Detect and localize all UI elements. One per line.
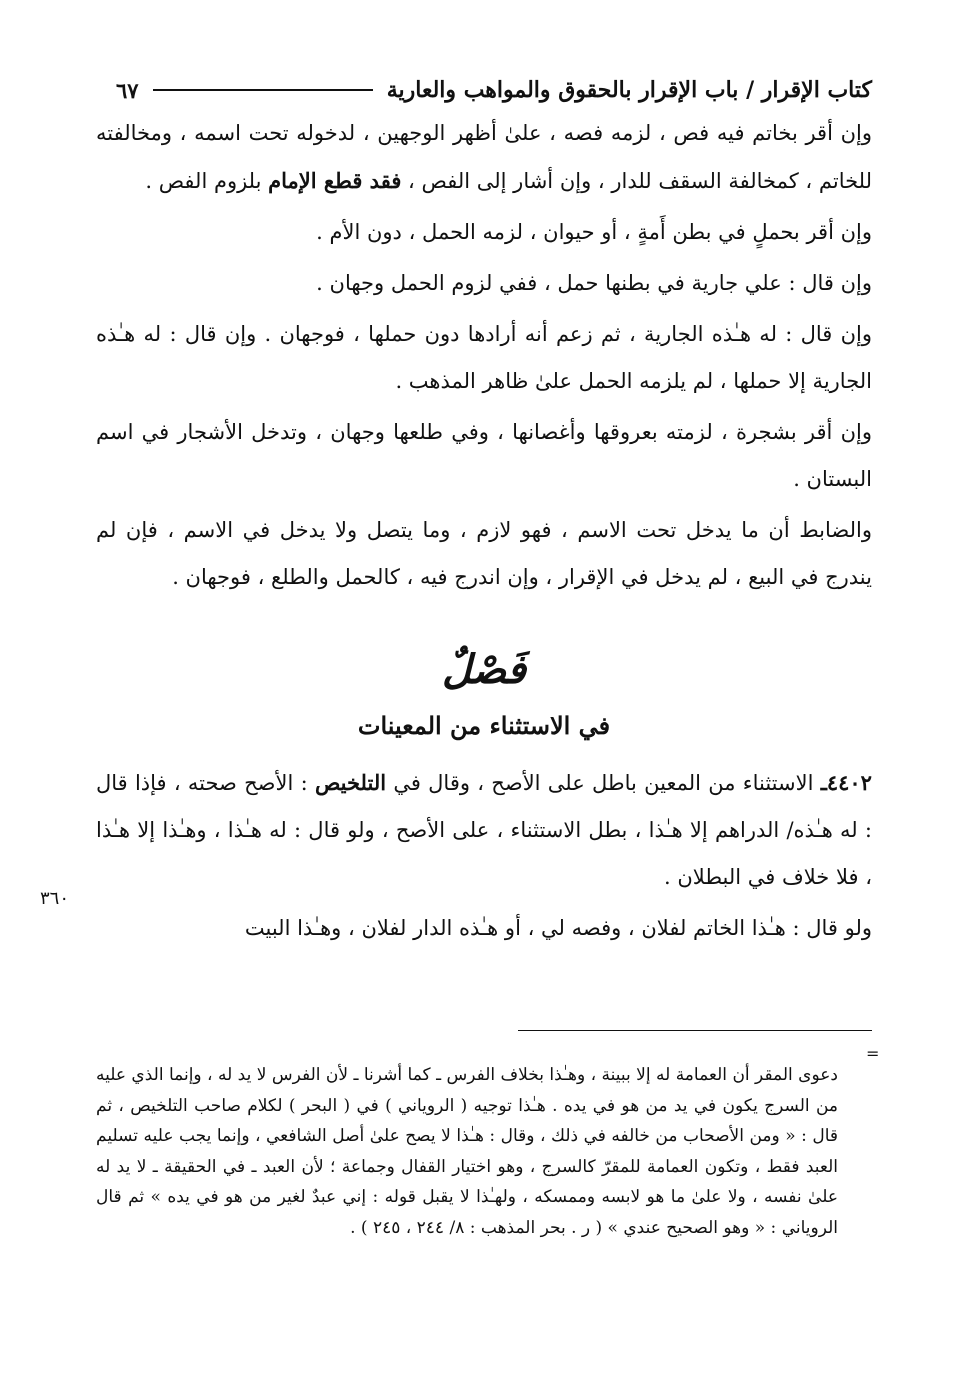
footnote-rule — [518, 1030, 872, 1031]
paragraph-4: وإن قال : له هـٰذه الجارية ، ثم زعم أنه أرادها دون حملها ، فوجهان . وإن قال : له هـٰذه الجارية إلا حملها ، لم يلزمه الحمل علىٰ ظاهر المذهب . — [96, 322, 872, 393]
paragraph-1: وإن أقر بخاتم فيه فص ، لزمه فصه ، علىٰ أظهر الوجهين ، لدخوله تحت اسمه ، ومخالفته للخاتم ، كمخالفة السقف للدار ، وإن أشار إلى الفص ، فقد قطع الإمام بلزوم الفص . — [96, 121, 872, 193]
running-header — [96, 70, 872, 110]
paragraph-2: وإن أقر بحملٍ في بطن أَمةٍ ، أو حيوان ، لزمه الحمل ، دون الأم . — [316, 220, 872, 244]
header-rule — [153, 89, 373, 91]
footnote — [96, 1060, 838, 1243]
paragraph-6: والضابط أن ما يدخل تحت الاسم ، فهو لازم ، وما يتصل ولا يدخل في الاسم ، فإن لم يندرج في البيع ، لم يدخل في الإقرار ، وإن اندرج فيه ، كالحمل والطلع ، فوجهان . — [96, 518, 872, 589]
section-title: في الاستثناء من المعينات — [357, 711, 611, 740]
bold-phrase: فقد قطع الإمام — [268, 168, 402, 193]
section-ornament: فَصْلٌ — [441, 646, 527, 693]
paragraph-last: ولو قال : هـٰذا الخاتم لفلان ، وفصه لي ، أو هـٰذه الدار لفلان ، وهـٰذا البيت — [244, 916, 872, 940]
header-title: كتاب الإقرار / باب الإقرار بالحقوق والمواهب والعارية — [386, 77, 872, 103]
paragraph-5: وإن أقر بشجرة ، لزمته بعروقها وأغصانها ، وفي طلعها وجهان ، وتدخل الأشجار في اسم البستان . — [96, 420, 872, 491]
page — [96, 70, 872, 952]
item-bold-source: التلخيص — [314, 770, 387, 795]
main-text — [96, 110, 872, 952]
paragraph-4402 — [96, 759, 872, 901]
item-text-a: الاستثناء من المعين باطل على الأصح ، وقال في — [393, 771, 814, 795]
footnote-text: دعوى المقر أن العمامة له إلا ببينة ، وهـٰذا بخلاف الفرس ـ كما أشرنا ـ لأن الفرس لا يد له ، وإنما الذي عليه من السرج يكون في يد من هو في يده . هـٰذا توجيه ( الروياني ) في ( البحر ) لكلام صاحب التلخيص ، ثم قال : « ومن الأصحاب من خالفه في ذلك ، وقال : هـٰذا لا يصح علىٰ أصل الشافعي ، وإنما يجب عليه تسليم العبد فقط ، وتكون العمامة للمقرّ كالسرج ، وهو اختيار القفال وجماعة ؛ لأن العبد ـ في الحقيقة ـ لا يد له علىٰ نفسه ، ولا علىٰ ما هو لابسه وممسكه ، ولهـٰذا لا يقبل قوله : إني عبدٌ لغير من هو في يده » ثم قال الروياني : « وهو الصحيح عندي » ( ر . بحر المذهب : ٨/ ٢٤٤ ، ٢٤٥ ) . — [96, 1065, 838, 1238]
paragraph-3: وإن قال : علي جارية في بطنها حمل ، ففي لزوم الحمل وجهان . — [316, 271, 872, 295]
footnote-marker: = — [866, 1044, 880, 1063]
item-number: ٤٤٠٢ـ — [820, 770, 872, 795]
page-number: ٦٧ — [116, 77, 139, 103]
item-text-b: : الأصح صحته ، فإذا قال : له هـٰذه/ الدراهم إلا هـٰذا ، بطل الاستثناء ، على الأصح ، ولو قال : له هـٰذا ، وهـٰذا إلا هـٰذا ، فلا خلاف في البطلان . — [96, 771, 872, 889]
margin-page-ref: ٣٦٠ — [40, 888, 70, 909]
